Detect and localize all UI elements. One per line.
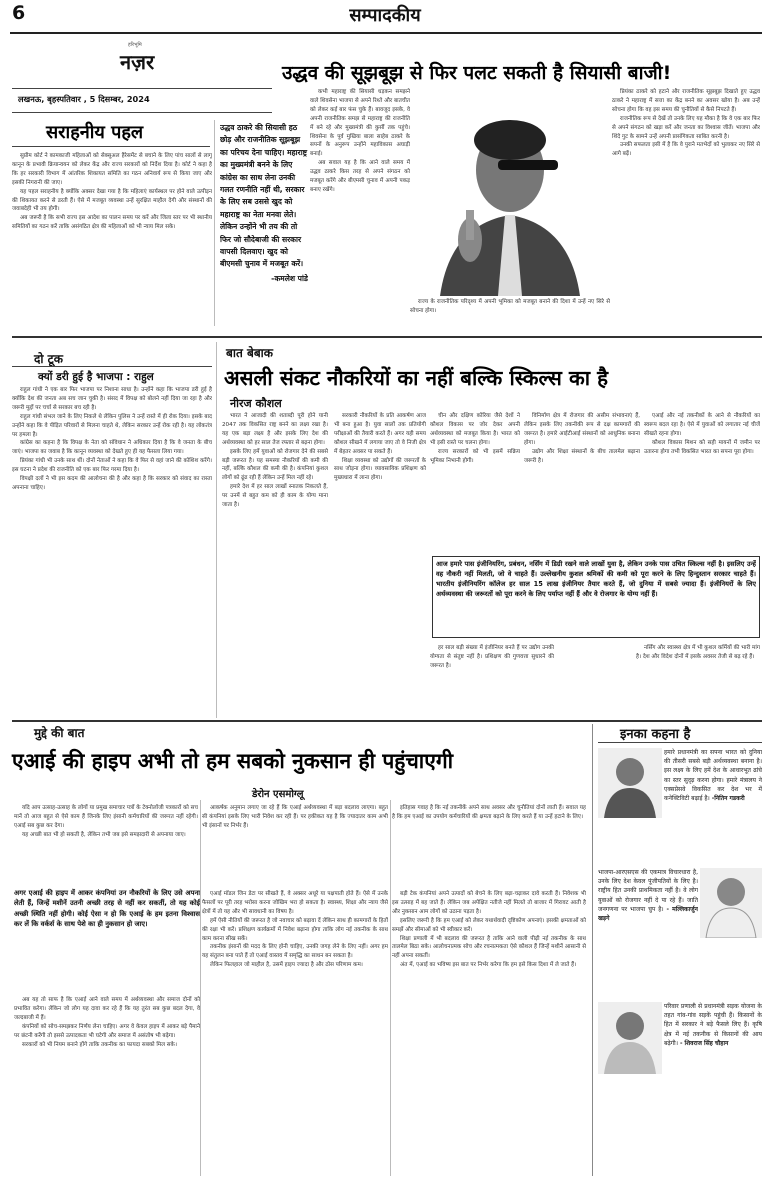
person-icon <box>598 1002 662 1074</box>
pull-quote-rule <box>214 120 215 326</box>
pull-quote-author: -कमलेश पांडे <box>271 273 308 283</box>
baat-highlight-text: आज हमारे पास इंजीनियरिंग, प्रबंधन, नर्सिंग में डिग्री रखने वाले लाखों युवा है, लेकिन उनके पास उचित स्किल्स नहीं है। इसलिए उन्हें वह नौकरी नहीं मिलती, जो वे चाहते हैं। उल्लेखनीय कुशल श्रमिकों की कमी को पूरा करने के लिए हिन्दुस्तान सरकार चाहते हैं। भारतीय इंजीनियरिंग कॉलेज हर साल 15 लाख इंजीनियर तैयार करते हैं, जो दुनिया में सबसे ज्यादा हैं। इंजीनियरों के लिए अर्थव्यवस्था की जरूरतों को पूरा करने के लिए पर्याप्त नहीं हैं और वे रोजगार के योग्य नहीं हैं। <box>436 560 756 598</box>
uddhav-photo <box>410 90 610 296</box>
editorial-body: सुप्रीम कोर्ट ने कामकाजी महिलाओं को सेक्सुअल हैरेसमेंट से बचाने के लिए पांच सालों से लागू कानून के प्रभावी क्रियान्वयन को लेकर केंद्र और राज्य सरकारों को निर्देश दिया है। कोर्ट ने कहा है कि हर सरकारी विभाग में आंतरिक शिकायत समिति का गठन अनिवार्य रूप से किया जाए और इसकी निगरानी की जाए। यह पहल सराहनीय है क्योंकि अक्सर देखा गया है कि महिलाएं कार्यस्थल पर होने वाले उत्पीड़न की शिकायत करने से डरती हैं। ऐसे में मजबूत व्यवस्था उन्हें सुरक्षित माहौल देगी और संस्थानों की जवाबदेही भी तय होगी। अब जरूरी है कि सभी राज्य इस आदेश का पालन समय पर करें और जिला स्तर पर भी स्थानीय समितियों का गठन करें ताकि असंगठित क्षेत्र की महिलाओं को भी न्याय मिल सके। <box>12 153 212 231</box>
lead-col-2: राज्य के राजनीतिक परिदृश्य में अपनी भूमिका को मजबूत बनाने की दिशा में उन्हें नए सिरे से सोचना होगा। <box>410 299 610 314</box>
editorial-title: सराहनीय पहल <box>46 122 144 143</box>
masthead-rule-2 <box>12 112 272 113</box>
quote-1-author: -नितिन गडकरी <box>711 795 745 803</box>
do-took-body: राहुल गांधी ने एक बार फिर भाजपा पर निशाना साधा है। उन्होंने कहा कि भाजपा डरी हुई है क्योंकि देश की जनता अब सच जान चुकी है। संसद में विपक्ष को बोलने नहीं दिया जा रहा है और जरूरी मुद्दों पर चर्चा से सरकार बच रही है। राहुल गांधी संभल जाने के लिए निकले थे लेकिन पुलिस ने उन्हें रास्ते में ही रोक दिया। इसके बाद उन्होंने कहा कि वे पीड़ित परिवारों से मिलना चाहते थे, लेकिन सरकार उन्हें रोक रही है। यह लोकतंत्र पर हमला है। कांग्रेस का कहना है कि विपक्ष के नेता को संविधान ने अधिकार दिया है कि वे जनता के बीच जाएं। भाजपा का जवाब है कि कानून व्यवस्था को देखते हुए ही यह फैसला लिया गया। प्रियंका गांधी भी उनके साथ थीं। दोनों नेताओं ने कहा कि वे फिर से वहां जाने की कोशिश करेंगे। इस घटना ने प्रदेश की राजनीति को एक बार फिर गरमा दिया है। विपक्षी दलों ने भी इस कदम की आलोचना की है और कहा है कि सरकार को संवाद का रास्ता अपनाना चाहिए। <box>12 387 212 491</box>
masthead-rule <box>12 88 272 89</box>
masthead-name: नज़र <box>120 50 155 74</box>
lead-headline: उद्धव की सूझबूझ से फिर पलट सकती है सियासी बाजी! <box>282 62 672 84</box>
baat-col-4: विनिर्माण क्षेत्र में रोजगार की असीम संभावनाएं हैं, लेकिन इसके लिए तकनीकी रूप से दक्ष कामगारों की जरूरत है। हमारे आईटीआई संस्थानों को आधुनिक बनाना होगा। उद्योग और शिक्षा संस्थानों के बीच तालमेल बढ़ाना जरूरी है। <box>524 413 640 464</box>
mudde-byline: डेरोन एसमोग्लू <box>252 789 304 800</box>
lead-col-1: कभी महाराष्ट्र की सियासी धड़कन समझने वाले शिवसेना भाजपा से अपने रिश्ते और बातचीत को लेकर कई बार फंस चुके हैं। बावजूद इसके, वे अपनी राजनीतिक समझ से महाराष्ट्र की राजनीति में बने रहे और मुख्यमंत्री की कुर्सी तक पहुंचे। शिवसेना के पूर्व मुखिया बाला साहेब ठाकरे के सपनों के अनुरूप उन्होंने महाविकास अघाड़ी बनाई। अब सवाल यह है कि आने वाले समय में उद्धव ठाकरे किस तरह से अपने संगठन को मजबूत करेंगे और बीएमसी चुनाव में अपनी पकड़ बनाए रखेंगे। <box>310 89 410 193</box>
lead-col-3: प्रियंका ठाकरे को हटाने और राजनीतिक सूझबूझ दिखाते हुए उद्धव ठाकरे ने महाराष्ट्र में सत्ता का केंद्र बनने का अवसर खोया है। अब उन्हें सोचना होगा कि वह इस समय की चुनौतियों से कैसे निपटते हैं। राजनीतिक रूप से देखें तो उनके लिए यह मौका है कि वे एक बार फिर से अपने संगठन को खड़ा करें और जनता का विश्वास जीतें। भाजपा और शिंदे गुट के सामने उन्हें अपनी प्रासंगिकता साबित करनी है। उनकी सफलता इसी में है कि वे पुराने मतभेदों को भुलाकर नए सिरे से आगे बढ़ें। <box>612 89 760 158</box>
mudde-side-rule <box>592 724 593 1176</box>
inka-kehna-label: इनका कहना है <box>620 727 691 742</box>
do-took-label: दो टूक <box>34 352 63 366</box>
person-icon <box>700 868 762 938</box>
do-took-headline: क्यों डरी हुई है भाजपा : राहुल <box>38 371 154 383</box>
col-rule-2 <box>200 800 201 1176</box>
editorial-title-rule <box>12 146 210 147</box>
quote-2 <box>598 868 698 988</box>
shivraj-photo <box>598 1002 662 1074</box>
kharge-photo <box>700 868 762 938</box>
baat-bebak-label: बात बेबाक <box>226 346 274 360</box>
baat-bebak-headline: असली संकट नौकरियों का नहीं बल्कि स्किल्स का है <box>224 366 609 390</box>
header-rule <box>10 32 762 34</box>
mudde-col-2: आकर्षक अनुमान लगाए जा रहे हैं कि एआई अर्थव्यवस्था में बड़ा बदलाव लाएगा। बहुत सी कंपनियां इसके लिए भारी निवेश कर रही हैं। पर हकीकत यह है कि ज्यादातर काम अभी भी इंसानों पर निर्भर हैं। <box>202 805 388 829</box>
mudde-headline: एआई की हाइप अभी तो हम सबको नुकसान ही पहुंचाएगी <box>12 749 454 773</box>
portrait-image <box>410 90 610 296</box>
baat-col-1: भारत ने आजादी की शताब्दी पूरी होने यानी 2047 तक विकसित राष्ट्र बनने का लक्ष्य रखा है। यह एक बड़ा लक्ष्य है और इसके लिए देश की अर्थव्यवस्था को हर साल तेज रफ्तार से बढ़ना होगा। इसके लिए हमें युवाओं को रोजगार देने की सबसे बड़ी जरूरत है। यह समस्या नौकरियों की कमी की नहीं, बल्कि कौशल की कमी की है। कंपनियां कुशल लोगों को ढूंढ रही हैं लेकिन उन्हें मिल नहीं रहे। हमारे देश में हर साल लाखों स्नातक निकलते हैं, पर उनमें से बहुत कम को ही काम के योग्य माना जाता है। <box>222 413 328 509</box>
inka-kehna-rule <box>598 742 762 743</box>
mid-section-rule <box>12 720 762 722</box>
pull-quote-text: उद्धव ठाकरे की सियासी हठ छोड़ और राजनीतिक सूझबूझ का परिचय देना चाहिए। महाराष्ट्र का मुख्यमंत्री बनने के लिए कांग्रेस का साथ लेना उनकी गलत रणनीति नहीं थी, सरकार के लिए सब उससे खुद को महाराष्ट्र का नेता मनवा लेते। लेकिन उन्होंने भी तय की तो फिर जो सौदेबाजी की सरकार वापसी दिलवाए। खुद को बीएमसी चुनाव में मजबूत करें। <box>220 123 308 269</box>
col-rule-1 <box>216 342 217 718</box>
mudde-col-4: अब यह तो साफ है कि एआई आने वाले समय में अर्थव्यवस्था और समाज दोनों को प्रभावित करेगा। लेकिन जो लोग यह दावा कर रहे हैं कि यह तुरंत सब कुछ बदल देगा, वे जल्दबाजी में हैं। कंपनियों को सोच-समझकर निर्णय लेना चाहिए। अगर वे केवल हाइप में आकर बड़े पैमाने पर छंटनी करेंगी तो इससे उत्पादकता भी घटेगी और समाज में असंतोष भी बढ़ेगा। सरकारों को भी नियम बनाने होंगे ताकि तकनीक का फायदा सबको मिल सके। <box>14 997 200 1048</box>
mudde-col-1: यदि आप उत्साह-उत्साह के लोगों या प्रमुख समाचार पत्रों के टेक्नोलॉजी पत्रकारों को सच मानें तो आज बहुत से ऐसे काम हैं जिनके लिए इंसानी कर्मचारियों की जरूरत नहीं रहेगी। एआई सब कुछ कर देगा। यह अच्छी बात भी हो सकती है, लेकिन तभी जब इसे समझदारी से अपनाया जाए। <box>14 805 198 838</box>
quote-1 <box>664 748 762 862</box>
baat-col-5: एआई और नई तकनीकों के आने से नौकरियों का स्वरूप बदल रहा है। ऐसे में युवाओं को लगातार नई चीजें सीखते रहना होगा। कौशल विकास मिशन को सही मायनों में जमीन पर उतारना होगा तभी विकसित भारत का सपना पूरा होगा। <box>644 413 760 455</box>
masthead-label: हरिभूमि <box>128 42 142 48</box>
gadkari-photo <box>598 748 662 818</box>
baat-bebak-byline: नीरज कौशल <box>230 397 282 410</box>
top-section-rule <box>12 336 762 338</box>
quote-3-text: परिवार प्रणाली से प्रधानमंत्री सड़क योजना के तहत गांव-गांव सड़कें पहुंची हैं। किसानों के हित में सरकार ने बड़े फैसले लिए हैं। कृषि क्षेत्र में नई तकनीक से किसानों की आय बढ़ेगी। <box>664 1003 762 1047</box>
col-rule-3 <box>390 800 391 1176</box>
mudde-label: मुद्दे की बात <box>34 726 85 740</box>
quote-3 <box>664 1002 762 1172</box>
baat-highlight-box <box>432 556 760 638</box>
person-icon <box>598 748 662 818</box>
mudde-col-6: बड़ी टेक कंपनियां अपने उत्पादों को बेचने के लिए बढ़ा-चढ़ाकर दावे करती हैं। निवेशक भी इस उत्साह में बह जाते हैं। लेकिन जब अपेक्षित नतीजे नहीं मिलते तो बाजार में गिरावट आती है और नुकसान आम लोगों को उठाना पड़ता है। इसलिए जरूरी है कि हम एआई को लेकर यथार्थवादी दृष्टिकोण अपनाएं। इसकी क्षमताओं को समझें और सीमाओं को भी स्वीकार करें। शिक्षा प्रणाली में भी बदलाव की जरूरत है ताकि आने वाली पीढ़ी नई तकनीक के साथ तालमेल बिठा सके। आलोचनात्मक सोच और रचनात्मकता ऐसे कौशल हैं जिन्हें मशीनें आसानी से नहीं अपना सकतीं। अंत में, एआई का भविष्य इस बात पर निर्भर करेगा कि हम इसे किस दिशा में ले जाते हैं। <box>392 891 586 969</box>
do-took-rule <box>12 366 212 367</box>
mudde-col-3: इतिहास गवाह है कि नई तकनीकें अपने साथ अवसर और चुनौतियां दोनों लाती हैं। सवाल यह है कि हम एआई का उपयोग कर्मचारियों की क्षमता बढ़ाने के लिए करते हैं या उन्हें हटाने के लिए। <box>392 805 586 820</box>
page-number: 6 <box>12 2 26 24</box>
section-title: सम्पादकीय <box>349 5 421 26</box>
quote-2-text: भाजपा-आरएसएस की एकमात्र विचारधारा है, उनके लिए देश केवल पूंजीपतियों के लिए है। राष्ट्रीय हित उनकी प्राथमिकता नहीं है। वे लोग युवाओं को रोजगार नहीं दे पा रहे हैं। जाति जनगणना पर भाजपा चुप है। <box>598 869 698 913</box>
quote-1-text: हमारे प्रधानमंत्री का सपना भारत को दुनिया की तीसरी सबसे बड़ी अर्थव्यवस्था बनाना है। इस लक्ष्य के लिए हमें देश के आधारभूत ढांचे का स्तर सुदृढ़ करना होगा। हमारे मंत्रालय ने एक्सप्रेसवे विकसित कर देश भर में कनेक्टिविटी बढ़ाई है। <box>664 749 762 803</box>
baat-col-6: हर साल बड़ी संख्या में इंजीनियर बनते हैं पर उद्योग उनकी योग्यता से संतुष्ट नहीं है। प्रशिक्षण की गुणवत्ता सुधारने की जरूरत है। <box>430 645 554 669</box>
mudde-highlight <box>14 888 200 994</box>
lead-pull-quote <box>220 122 308 332</box>
quote-2-author: - मल्लिकार्जुन खड़गे <box>598 905 698 923</box>
baat-col-2: सरकारी नौकरियों के प्रति आकर्षण आज भी बना हुआ है। युवा सालों तक प्रतियोगी परीक्षाओं की तैयारी करते हैं। अगर यही समय कौशल सीखने में लगाया जाए तो वे निजी क्षेत्र में बेहतर अवसर पा सकते हैं। शिक्षा व्यवस्था को उद्योगों की जरूरतों के साथ जोड़ना होगा। व्यावसायिक प्रशिक्षण को मुख्यधारा में लाना होगा। <box>334 413 426 482</box>
baat-col-7: नर्सिंग और स्वास्थ्य क्षेत्र में भी कुशल कर्मियों की भारी मांग है। देश और विदेश दोनों में इसके अवसर तेजी से बढ़ रहे हैं। <box>636 645 760 660</box>
mudde-col-5: एआई मॉडल जिन डेटा पर सीखते हैं, वे अक्सर अधूरे या पक्षपाती होते हैं। ऐसे में उनके फैसलों पर पूरी तरह भरोसा करना जोखिम भरा हो सकता है। स्वास्थ्य, शिक्षा और न्याय जैसे क्षेत्रों में तो यह और भी सावधानी का विषय है। हमें ऐसी नीतियों की जरूरत है जो नवाचार को बढ़ावा दें लेकिन साथ ही कामगारों के हितों की रक्षा भी करें। प्रशिक्षण कार्यक्रमों में निवेश बढ़ाना होगा ताकि लोग नई तकनीक के साथ काम करना सीख सकें। तकनीक इंसानों की मदद के लिए होनी चाहिए, उनकी जगह लेने के लिए नहीं। अगर हम यह संतुलन बना पाते हैं तो एआई वास्तव में समृद्धि का साधन बन सकता है। लेकिन फिलहाल जो माहौल है, उसमें हाइप ज्यादा है और ठोस परिणाम कम। <box>202 891 388 969</box>
dateline: लखनऊ, बृहस्पतिवार , 5 दिसम्बर, 2024 <box>18 94 150 104</box>
quote-3-author: - शिवराज सिंह चौहान <box>679 1039 729 1047</box>
mudde-highlight-text: अगर एआई की हाइप में आकर कंपनियां उन नौकरियों के लिए उसे अपना लेती हैं, जिन्हें मशीनें उतनी अच्छी तरह से नहीं कर सकतीं, तो यह कोई अच्छी स्थिति नहीं होगी। कोई ऐसा न हो कि एआई के हम इतना विश्वास कर लें कि वर्कर्स के साथ पेशे का ही नुकसान हो जाए। <box>14 889 200 929</box>
baat-col-3: चीन और दक्षिण कोरिया जैसे देशों ने कौशल विकास पर जोर देकर अपनी अर्थव्यवस्था को मजबूत किया है। भारत को भी इसी रास्ते पर चलना होगा। राज्य सरकारों को भी इसमें सक्रिय भूमिका निभानी होगी। <box>430 413 520 464</box>
